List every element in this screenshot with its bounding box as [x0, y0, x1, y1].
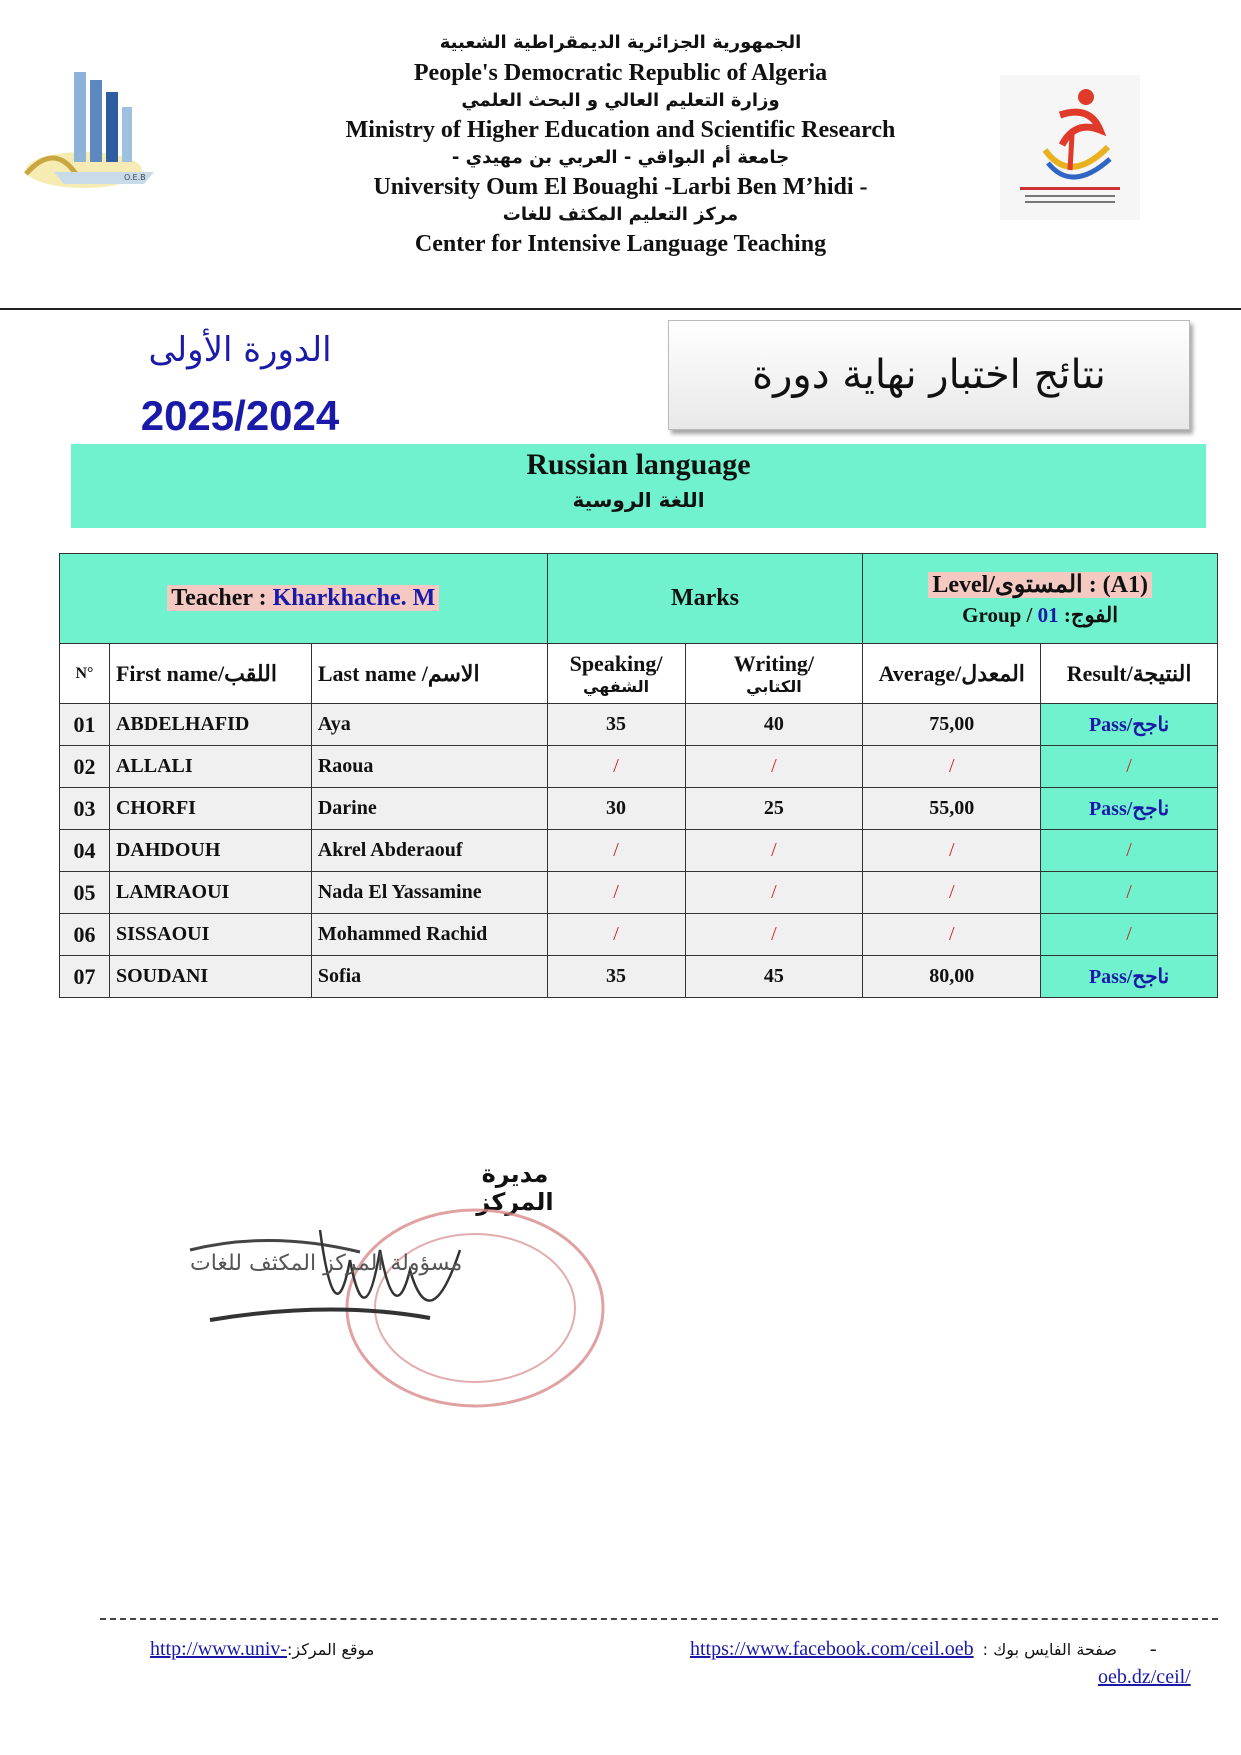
stamp-text: مسؤولة المركز المكثف للغات: [190, 1251, 463, 1276]
level-label: Level/المستوى : (A1): [928, 572, 1152, 598]
col-n: N°: [60, 644, 110, 704]
header-republic-en: People's Democratic Republic of Algeria: [413, 60, 828, 86]
facebook-label: : صفحة الفايس بوك: [982, 1640, 1117, 1659]
header-ministry-en: Ministry of Higher Education and Scientific Research: [345, 117, 896, 143]
col-last-name: Last name /الاسم: [311, 644, 547, 704]
row-result: /: [1041, 914, 1218, 956]
footer-facebook: [690, 1638, 1157, 1661]
language-ar: اللغة الروسية: [572, 488, 705, 512]
marks-header: [547, 554, 863, 644]
row-first-name: DAHDOUH: [109, 830, 311, 872]
row-number: 02: [60, 746, 110, 788]
site-link-cont[interactable]: oeb.dz/ceil/: [1098, 1666, 1191, 1688]
col-writing-ar: الكتابي: [746, 677, 802, 696]
level-group-cell: [863, 554, 1218, 644]
footer-divider: [100, 1618, 1218, 1620]
row-last-name: Raoua: [311, 746, 547, 788]
row-first-name: LAMRAOUI: [109, 872, 311, 914]
table-row: [60, 788, 1218, 830]
col-first-name: First name/اللقب: [109, 644, 311, 704]
teacher-name: Kharkhache. M: [272, 585, 436, 611]
footer-dash-mark: -: [1149, 1638, 1157, 1660]
row-writing: /: [685, 746, 863, 788]
row-writing: /: [685, 830, 863, 872]
row-average: /: [863, 872, 1041, 914]
row-result: Pass/ناجح: [1041, 956, 1218, 998]
row-last-name: Mohammed Rachid: [311, 914, 547, 956]
row-result: /: [1041, 830, 1218, 872]
row-result: Pass/ناجح: [1041, 704, 1218, 746]
session-year: 2025/2024: [140, 392, 340, 439]
row-speaking: 35: [547, 956, 685, 998]
col-writing: [685, 644, 863, 704]
language-en: Russian language: [526, 448, 751, 481]
col-speaking-ar: الشفهي: [583, 677, 650, 696]
row-speaking: /: [547, 872, 685, 914]
row-result: Pass/ناجح: [1041, 788, 1218, 830]
row-last-name: Sofia: [311, 956, 547, 998]
footer-site-cont: [1098, 1666, 1191, 1689]
row-speaking: 35: [547, 704, 685, 746]
row-average: /: [863, 830, 1041, 872]
row-number: 05: [60, 872, 110, 914]
director-title: مديرة المركز: [476, 1160, 554, 1216]
row-writing: /: [685, 914, 863, 956]
row-number: 04: [60, 830, 110, 872]
col-speaking-en: Speaking/: [569, 651, 663, 676]
header-republic-ar: الجمهورية الجزائرية الديمقراطية الشعبية: [439, 32, 802, 53]
header-center-en: Center for Intensive Language Teaching: [414, 231, 827, 257]
table-row: [60, 872, 1218, 914]
row-writing: /: [685, 872, 863, 914]
teacher-label: Teacher :: [171, 585, 273, 611]
row-last-name: Darine: [311, 788, 547, 830]
row-speaking: /: [547, 830, 685, 872]
table-top-row: [60, 554, 1218, 644]
language-banner: [71, 444, 1206, 528]
marks-label: Marks: [670, 585, 739, 611]
row-writing: 40: [685, 704, 863, 746]
table-row: [60, 704, 1218, 746]
column-header-row: [60, 644, 1218, 704]
facebook-link[interactable]: https://www.facebook.com/ceil.oeb: [690, 1638, 974, 1660]
row-number: 07: [60, 956, 110, 998]
col-writing-en: Writing/: [733, 651, 815, 676]
site-label: :موقع المركز: [287, 1640, 375, 1659]
row-average: /: [863, 914, 1041, 956]
row-average: 75,00: [863, 704, 1041, 746]
session-label: الدورة الأولى: [148, 330, 332, 370]
row-writing: 45: [685, 956, 863, 998]
row-speaking: /: [547, 914, 685, 956]
row-number: 06: [60, 914, 110, 956]
results-title: نتائج اختبار نهاية دورة: [752, 352, 1106, 398]
col-result: Result/النتيجة: [1041, 644, 1218, 704]
group-value: 01: [1037, 602, 1059, 627]
row-number: 03: [60, 788, 110, 830]
table-row: [60, 746, 1218, 788]
row-last-name: Aya: [311, 704, 547, 746]
row-last-name: Nada El Yassamine: [311, 872, 547, 914]
row-average: 80,00: [863, 956, 1041, 998]
footer-site: [150, 1638, 374, 1661]
header-divider: [0, 308, 1241, 310]
row-first-name: CHORFI: [109, 788, 311, 830]
col-average: Average/المعدل: [863, 644, 1041, 704]
row-first-name: ALLALI: [109, 746, 311, 788]
row-last-name: Akrel Abderaouf: [311, 830, 547, 872]
row-first-name: SISSAOUI: [109, 914, 311, 956]
col-speaking: [547, 644, 685, 704]
table-row: [60, 956, 1218, 998]
header-center-ar: مركز التعليم المكثف للغات: [502, 204, 739, 225]
row-speaking: 30: [547, 788, 685, 830]
row-first-name: SOUDANI: [109, 956, 311, 998]
row-number: 01: [60, 704, 110, 746]
row-speaking: /: [547, 746, 685, 788]
header-ministry-ar: وزارة التعليم العالي و البحث العلمي: [461, 90, 780, 111]
row-writing: 25: [685, 788, 863, 830]
results-title-box: [668, 320, 1190, 430]
site-link[interactable]: http://www.univ-: [150, 1638, 288, 1660]
header-university-ar: جامعة أم البواقي - العربي بن مهيدي -: [451, 147, 790, 168]
svg-text:O.E.B: O.E.B: [124, 173, 146, 182]
group-label: Group / الفوج:: [962, 602, 1119, 627]
table-body: [60, 704, 1218, 998]
row-average: /: [863, 746, 1041, 788]
teacher-chip: [167, 585, 439, 611]
teacher-cell: [60, 554, 548, 644]
table-row: [60, 830, 1218, 872]
row-average: 55,00: [863, 788, 1041, 830]
official-stamp: [170, 1190, 630, 1420]
results-table: [59, 553, 1218, 998]
table-row: [60, 914, 1218, 956]
row-first-name: ABDELHAFID: [109, 704, 311, 746]
row-result: /: [1041, 746, 1218, 788]
header-university-en: University Oum El Bouaghi -Larbi Ben M’hidi -: [373, 174, 868, 200]
row-result: /: [1041, 872, 1218, 914]
